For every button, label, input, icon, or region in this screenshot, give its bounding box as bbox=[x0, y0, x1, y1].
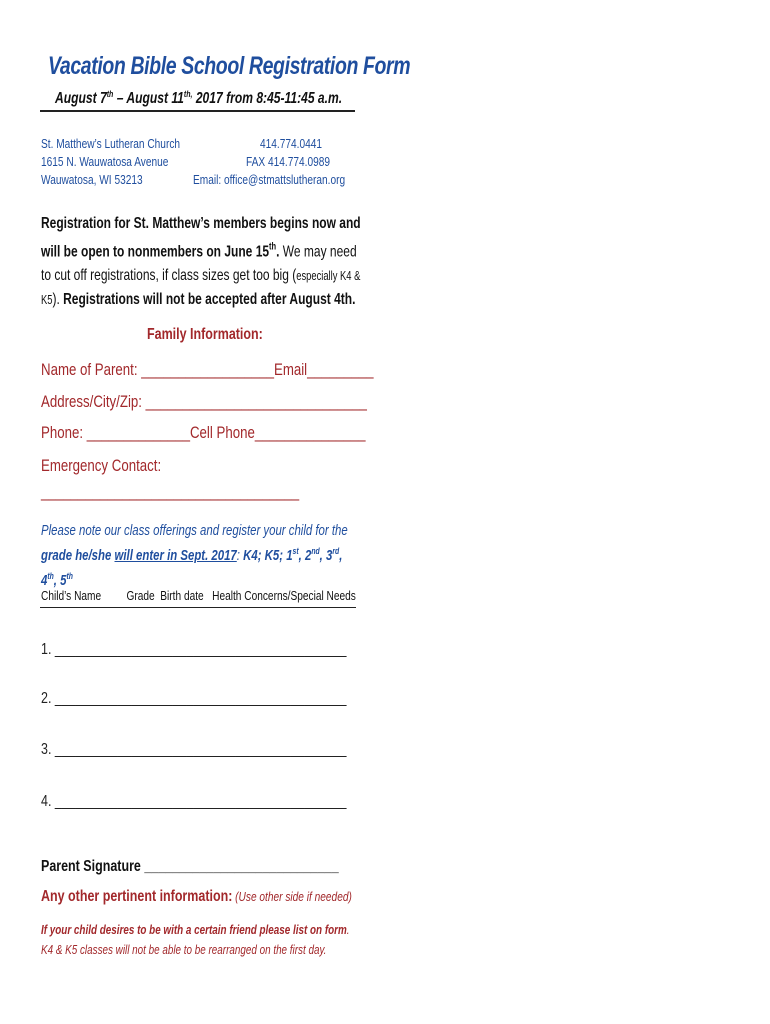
child-row-4[interactable]: 4. __________________________________________ bbox=[41, 793, 347, 810]
child-row-3[interactable]: 3. __________________________________________ bbox=[41, 741, 347, 758]
event-dates: August 7th – August $11^{th,}$ 2017 from 8:45-11:45 a.m. bbox=[55, 89, 343, 108]
address-field[interactable]: Address/City/Zip: ______________________________ bbox=[41, 392, 367, 411]
friend-request-note: If your child desires to be with a certain friend please list on form. K4 & K5 classes will not be able to be rearranged on the first day. bbox=[41, 922, 350, 957]
parent-signature-field[interactable]: Parent Signature ____________________________ bbox=[41, 858, 339, 875]
emergency-contact-field[interactable]: ___________________________________ bbox=[41, 482, 300, 501]
church-phone: 414.774.0441 bbox=[260, 136, 323, 151]
emergency-contact-label: Emergency Contact: bbox=[41, 456, 162, 475]
header-divider bbox=[40, 110, 355, 112]
child-row-2[interactable]: 2. __________________________________________ bbox=[41, 690, 347, 707]
other-info-label: Any other pertinent information: (Use other side if needed) bbox=[41, 888, 352, 905]
church-address-line1: 1615 N. Wauwatosa Avenue bbox=[41, 154, 169, 169]
phone-field[interactable]: Phone: ______________Cell Phone_______________ bbox=[41, 423, 366, 442]
registration-notice: Registration for St. Matthew’s members begins now and will be open to nonmembers on June 15th. We may need to cut off registrations, if class sizes get too big (especially K4 & K5). Registrations will not be accepted after August 4th. bbox=[41, 215, 361, 309]
table-header-divider bbox=[40, 607, 356, 608]
church-email[interactable]: Email: office@stmattslutheran.org bbox=[193, 172, 346, 187]
form-title: Vacation Bible School Registration Form bbox=[48, 52, 411, 80]
church-name: St. Matthew’s Lutheran Church bbox=[41, 136, 181, 151]
grade-note: Please note our class offerings and register your child for the grade he/she will enter in Sept. 2017: K4; K5; 1st, 2nd, 3rd, 4th, 5th bbox=[41, 522, 348, 589]
parent-name-email-field[interactable]: Name of Parent: __________________Email_________ bbox=[41, 360, 374, 379]
church-fax: FAX 414.774.0989 bbox=[246, 154, 331, 169]
family-info-heading: Family Information: bbox=[147, 326, 263, 343]
child-row-1[interactable]: 1. __________________________________________ bbox=[41, 641, 347, 658]
children-table-header: Child’s Name Grade Birth date Health Concerns/Special Needs bbox=[41, 588, 356, 603]
church-address-line2: Wauwatosa, WI 53213 bbox=[41, 172, 143, 187]
